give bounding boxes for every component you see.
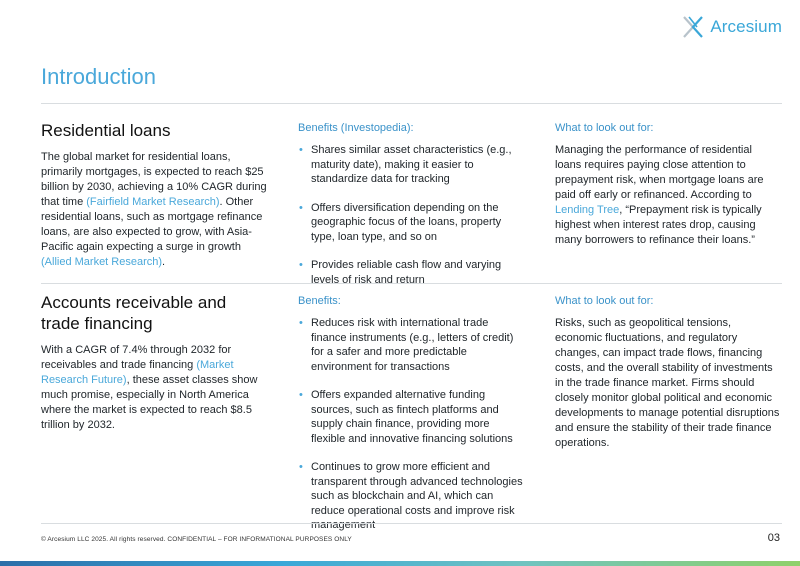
residential-loans-watch [555,121,781,248]
bullet-icon: • [299,317,303,329]
source-link-fairfield[interactable]: (Fairfield Market Research) [86,196,220,208]
list-item-text: Reduces risk with international trade finance instruments (e.g., letters of credit) for a safer and more predictable environment for transactions [311,317,514,373]
benefits-list [298,143,524,287]
brand-logo [680,14,782,40]
body-text: , these asset classes show much promise, especially in North America where the market is expected to reach $8.5 trillion by 2032. [41,374,258,431]
section-body [41,343,269,433]
watch-text: Risks, such as geopolitical tensions, economic fluctuations, and regulatory changes, can impact trade flows, financing costs, and the overall stability of investments in the trade finance market. Firms should closely monitor global political and economic developments to manage potential disruptions and ensure the stability of their trade finance operations. [555,317,780,449]
receivables-watch [555,294,781,451]
bullet-icon: • [299,259,303,271]
benefits-heading: Benefits (Investopedia): [298,122,414,134]
footer-gradient-bar [0,561,800,566]
list-item-text: Continues to grow more efficient and transparent through advanced technologies such as blockchain and AI, which can reduce operational costs and improve risk management [311,461,523,531]
watch-text [555,143,781,248]
section-title: Residential loans [41,121,171,140]
watch-heading: What to look out for: [555,122,654,134]
benefits-list [298,316,524,533]
footer-copyright: © Arcesium LLC 2025. All rights reserved. CONFIDENTIAL – FOR INFORMATIONAL PURPOSES ONLY [41,536,352,543]
title-divider [41,103,782,104]
section-body [41,150,269,270]
body-text: . Other residential loans, such as mortgage refinance loans, are also expected to grow, with Asia-Pacific again expecting a surge in growth [41,196,263,253]
arcesium-logo-icon [680,14,706,40]
list-item-text: Shares similar asset characteristics (e.g., maturity date), making it easier to standardize data for tracking [311,144,512,185]
source-link-allied[interactable]: (Allied Market Research) [41,256,163,268]
body-text: , “Prepayment risk is typically highest when interest rates drop, causing many borrowers to refinance their loans.” [555,204,762,246]
bullet-icon: • [299,389,303,401]
list-item [298,460,524,533]
residential-loans-benefits [298,121,524,301]
page-number: 03 [767,532,780,544]
brand-name: Arcesium [710,17,782,36]
list-item-text: Offers expanded alternative funding sources, such as fintech platforms and supply chain finance, providing more flexible and innovative financing solutions [311,389,513,445]
list-item [298,143,524,187]
body-text: . [162,256,166,268]
watch-heading: What to look out for: [555,295,654,307]
bullet-icon: • [299,201,303,214]
body-text: With a CAGR of 7.4% through 2032 for receivables and trade financing [41,344,232,371]
body-text: Managing the performance of residential loans requires paying close attention to prepayment risk, when mortgage loans are paid off early or refinanced. According to [555,144,764,201]
benefits-heading: Benefits: [298,295,341,307]
source-link-mrfr[interactable]: (Market Research Future) [41,359,234,386]
bullet-icon: • [299,461,303,473]
bullet-icon: • [299,144,303,156]
footer-divider [41,523,782,524]
source-link-lending-tree[interactable]: Lending Tree [555,204,620,216]
list-item-text: Provides reliable cash flow and varying levels of risk and return [311,259,502,286]
receivables-intro [41,292,269,433]
list-item [298,201,524,245]
residential-loans-intro [41,120,269,270]
page-title: Introduction [41,64,156,89]
list-item [298,388,524,446]
list-item [298,316,524,374]
list-item-text: Offers diversification depending on the geographic focus of the loans, property type, loan type, and so on [311,201,502,243]
receivables-benefits [298,294,524,547]
section-title: Accounts receivable and trade financing [41,293,227,333]
row-divider [41,283,782,284]
body-text: The global market for residential loans, primarily mortgages, is expected to reach $25 billion by 2030, achieving a 10% CAGR during that time [41,151,267,208]
